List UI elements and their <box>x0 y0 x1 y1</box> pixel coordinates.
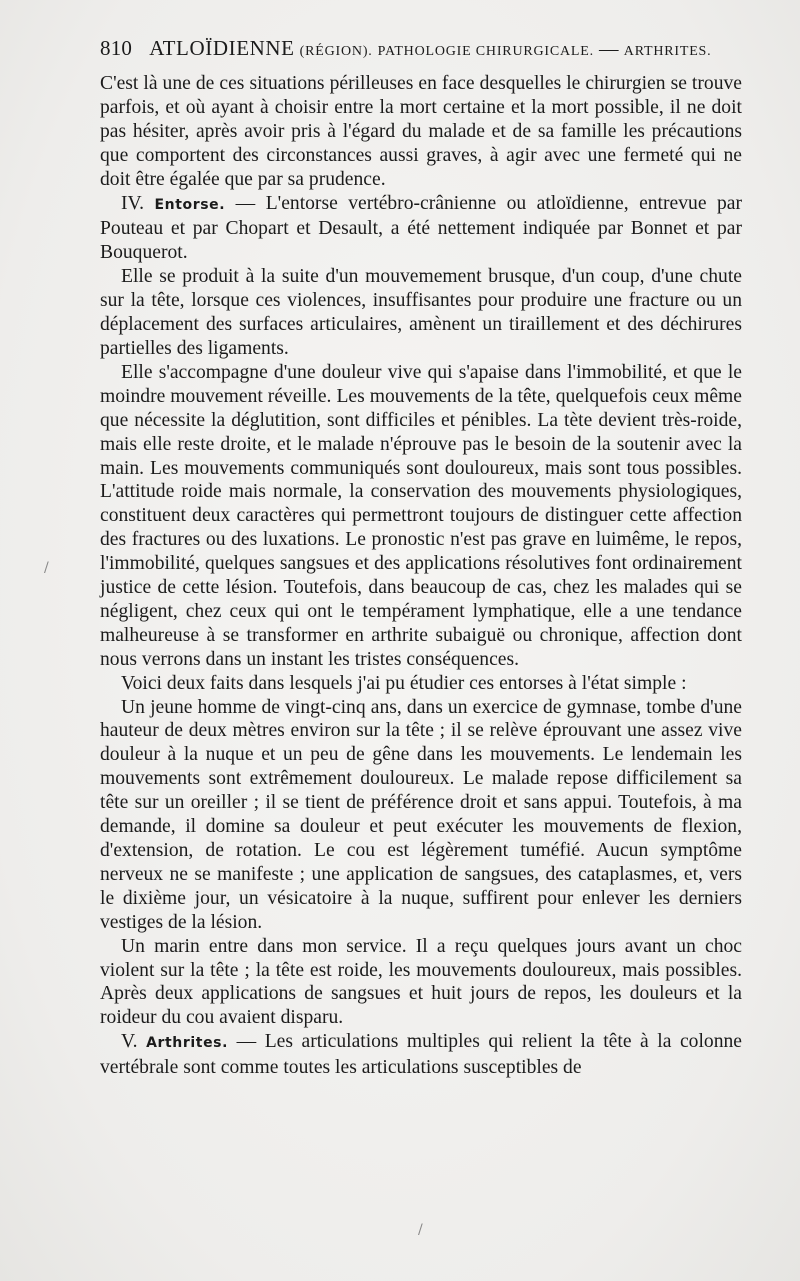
body-text <box>100 72 742 1080</box>
section-heading-arthrites: Arthrites. <box>146 1035 229 1052</box>
paragraph-case-gymnast: Un jeune homme de vingt-cinq ans, dans un exercice de gymnase, tombe d'une hauteur de deux mètres environ sur la tête ; il se relève éprouvant une assez vive douleur à la nuque et un peu de gêne dans les mouvements. Le lendemain les mouvements sont extrêmement douloureux. Le malade repose difficilement sa tête sur un oreiller ; il se tient de préférence droit et sans appui. Toutefois, à ma demande, il domine sa douleur et peut exécuter les mouvements de flexion, d'extension, de rotation. Le cou est légèrement tuméfié. Aucun symptôme nerveux ne se manifeste ; une application de sangsues, des cataplasmes, et, vers le dixième jour, un vésicatoire à la nuque, suffirent pour enlever les derniers vestiges de la lésion. <box>100 696 742 933</box>
header-section: PATHOLOGIE CHIRURGICALE. <box>377 44 594 59</box>
margin-mark: / <box>44 560 49 576</box>
paragraph-entorse <box>100 192 742 266</box>
header-title: ATLOÏDIENNE <box>149 36 295 60</box>
section-number-iv: IV. <box>121 192 145 214</box>
header-dash: — <box>599 39 619 60</box>
bottom-mark: / <box>418 1222 423 1238</box>
paragraph-cases-intro: Voici deux faits dans lesquels j'ai pu étudier ces entorses à l'état simple : <box>121 672 687 694</box>
paragraph-cause: Elle se produit à la suite d'un mouvemement brusque, d'un coup, d'une chute sur la tête, lorsque ces violences, insuffisantes pour produire une fracture ou un déplacement des surfaces articulaires, amènent un tiraillement et des déchirures partielles des ligaments. <box>100 266 742 359</box>
running-header <box>100 36 742 64</box>
section-heading-entorse: Entorse. <box>154 196 226 213</box>
paragraph-arthrites <box>100 1030 742 1080</box>
paragraph-continuation: C'est là une de ces situations périlleuses en face desquelles le chirurgien se trouve parfois, et où ayant à choisir entre la mort certaine et la mort possible, il ne doit pas hésiter, après avoir pris à l'égard du malade et de sa famille les précautions que comportent des circonstances aussi graves, à agir avec une fermeté qui ne doit être égalée que par sa prudence. <box>100 73 742 190</box>
section-number-v: V. <box>121 1031 138 1053</box>
header-subject: ARTHRITES. <box>623 44 712 59</box>
entorse-text: — L'entorse vertébro-crânienne ou atloïdienne, entrevue par Pouteau et par Chopart et Desault, a été nettement indiquée par Bonnet et par Bouquerot. <box>100 192 742 264</box>
arthrites-text: — Les articulations multiples qui relient la tête à la colonne vertébrale sont comme toutes les articulations susceptibles de <box>100 1031 742 1079</box>
paragraph-symptoms: Elle s'accompagne d'une douleur vive qui s'apaise dans l'immobilité, et que le moindre mouvement réveille. Les mouvements de la tête, quelquefois ceux même que nécessite la déglutition, sont difficiles et pénibles. La tète devient très-roide, mais elle reste droite, et le malade n'éprouve pas le besoin de la soutenir avec la main. Les mouvements communiqués sont douloureux, mais sont tous possibles. L'attitude roide mais normale, la conservation des mouvements physiologiques, constituent deux caractères qui permettront toujours de distinguer cette affection des fractures ou des luxations. Le pronostic n'est pas grave en luimême, le repos, l'immobilité, quelques sangsues et des applications résolutives font ordinairement justice de cette lésion. Toutefois, dans beaucoup de cas, chez les malades qui se négligent, chez ceux qui ont le tempérament lymphatique, elle a une tendance malheureuse à se transformer en arthrite subaiguë ou chronique, affection dont nous verrons dans un instant les tristes conséquences. <box>100 361 742 670</box>
paragraph-case-sailor: Un marin entre dans mon service. Il a reçu quelques jours avant un choc violent sur la tête ; la tête est roide, les mouvements douloureux, mais possibles. Après deux applications de sangsues et huit jours de repos, les douleurs et la roideur du cou avaient disparu. <box>100 935 742 1029</box>
header-region: (RÉGION). <box>299 44 373 59</box>
page-number: 810 <box>100 36 133 60</box>
